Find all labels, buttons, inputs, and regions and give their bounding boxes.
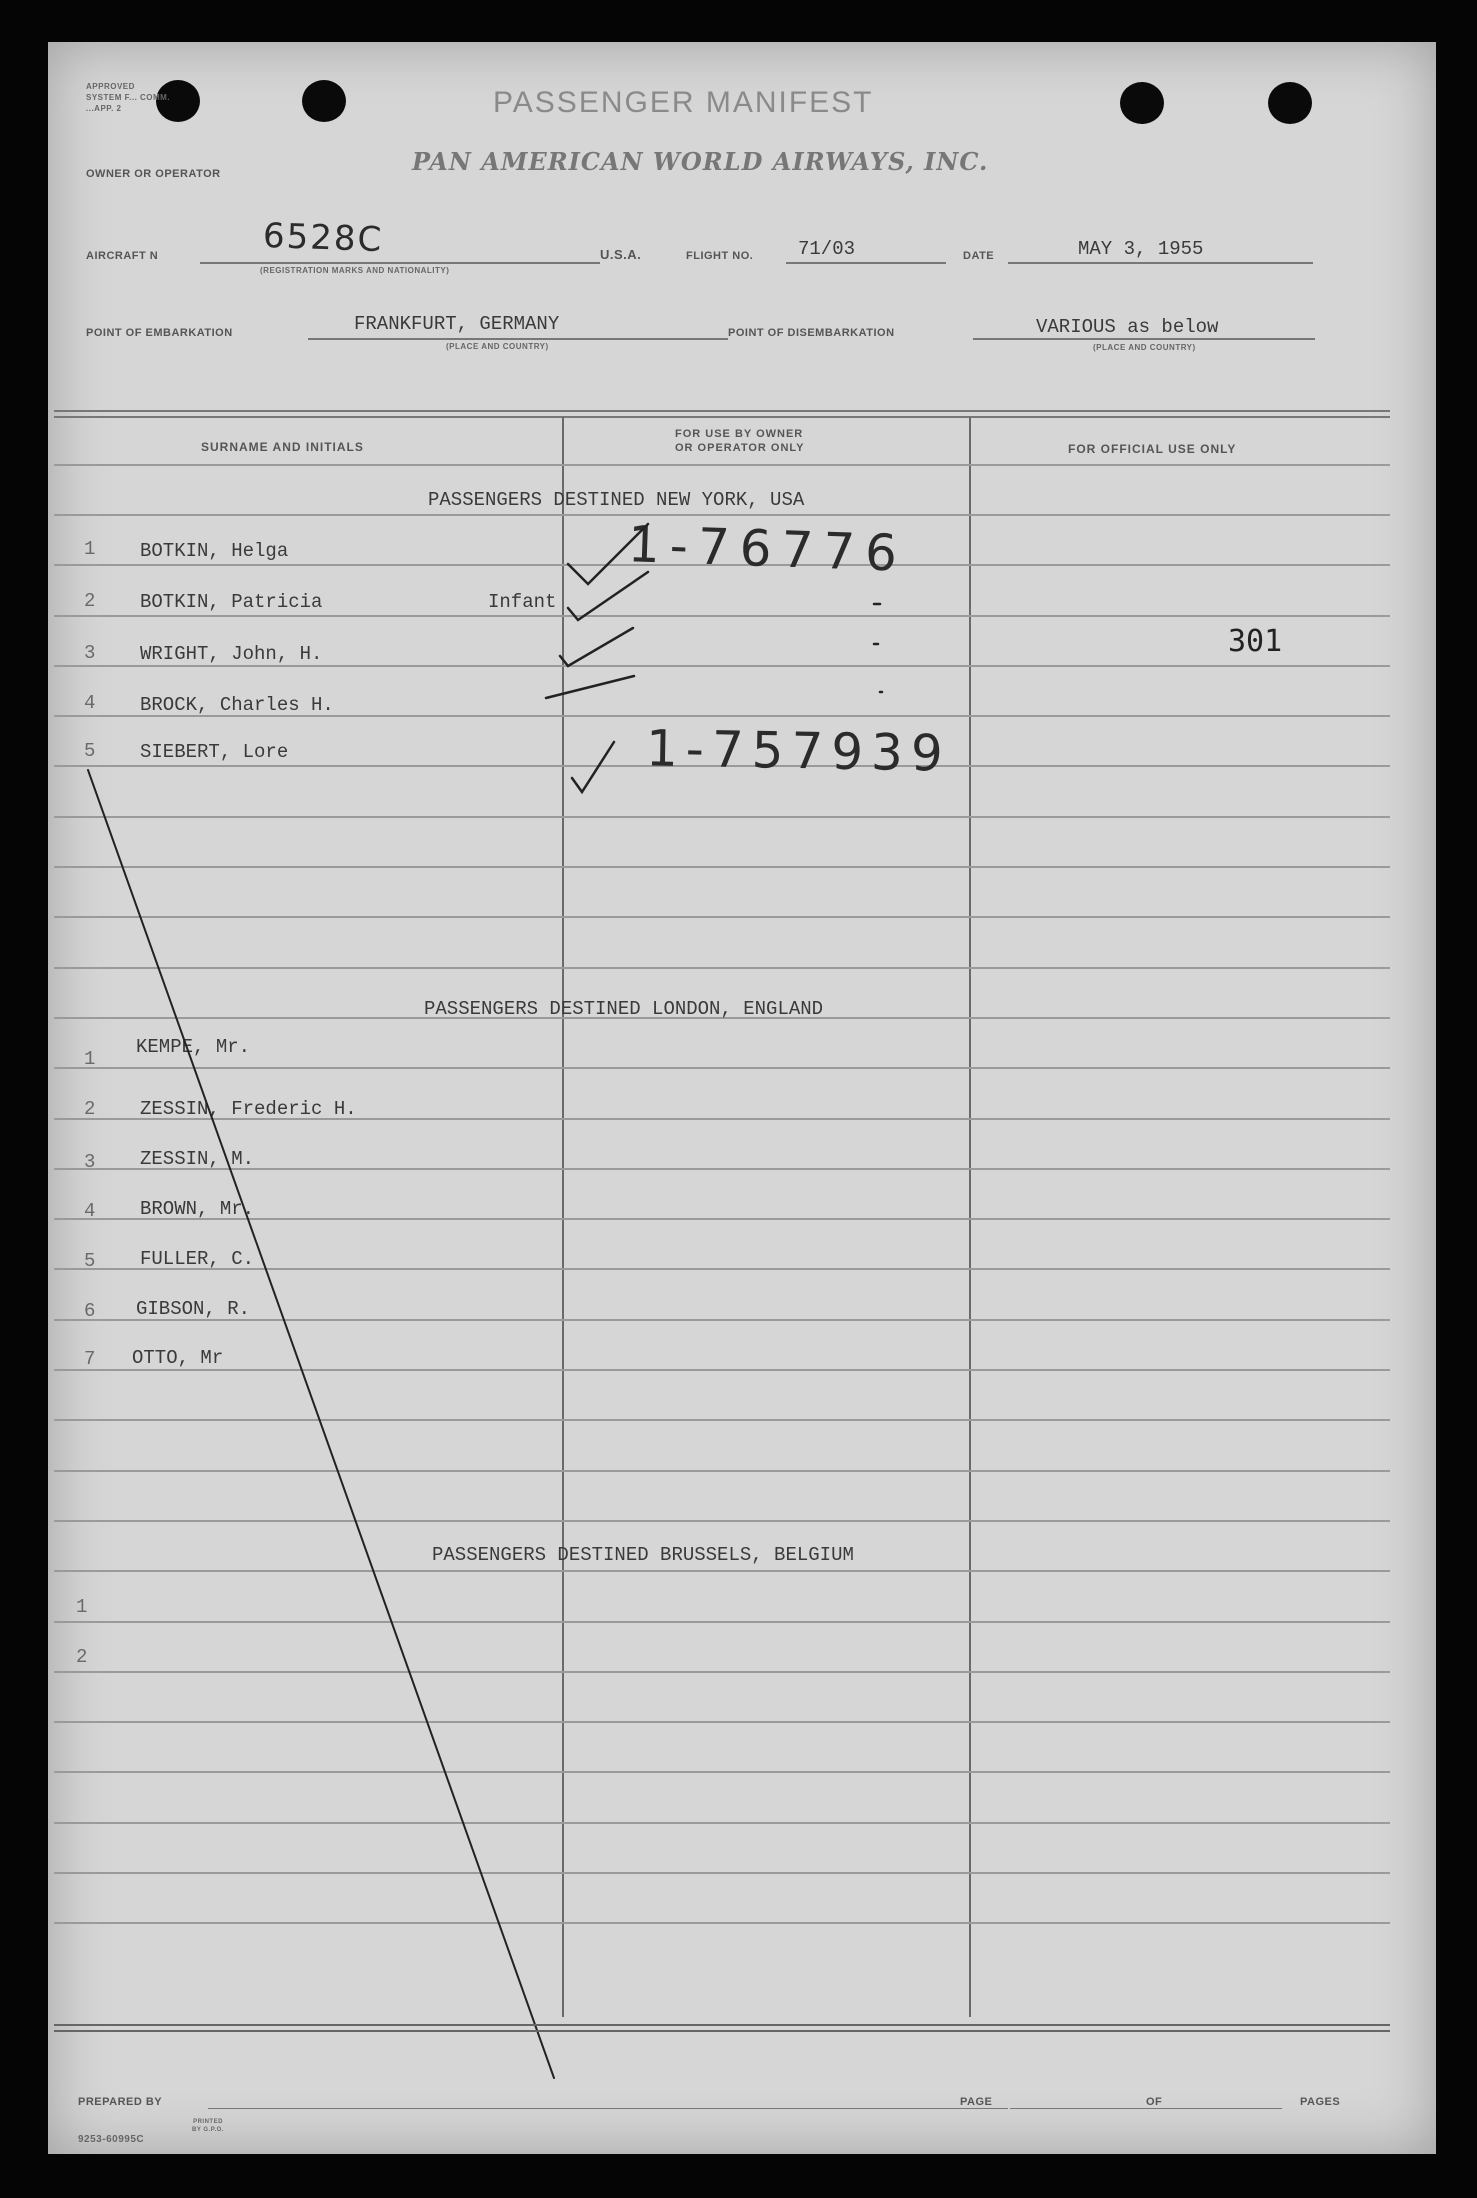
nationality: U.S.A. (600, 247, 642, 262)
row-number: 2 (84, 1098, 96, 1120)
passenger-name: BROWN, Mr. (140, 1198, 255, 1220)
footer-rule (54, 2030, 1390, 2032)
aircraft-note: (REGISTRATION MARKS AND NATIONALITY) (260, 266, 450, 275)
passenger-name: BOTKIN, Helga (140, 540, 289, 562)
section-heading-london: PASSENGERS DESTINED LONDON, ENGLAND (424, 998, 824, 1020)
row-number: 5 (84, 1250, 96, 1272)
column-owner-use-1: FOR USE BY OWNER (675, 428, 804, 440)
passenger-name: KEMPE, Mr. (136, 1036, 251, 1058)
printer-mark: PRINTED BY G.P.O. (192, 2119, 224, 2133)
ticket-number: 1-76776 (627, 515, 908, 583)
row-number: 4 (84, 692, 96, 714)
owner-label: OWNER OR OPERATOR (86, 168, 221, 180)
row-number: 1 (76, 1596, 88, 1618)
of-label: OF (1146, 2096, 1163, 2108)
page-underline (1010, 2108, 1190, 2109)
approval-line-1: APPROVED (86, 82, 135, 91)
passenger-name: BROCK, Charles H. (140, 694, 334, 716)
aircraft-value: 6528C (262, 215, 384, 261)
prepared-underline (208, 2108, 1008, 2109)
row-number: 5 (84, 740, 96, 762)
manifest-document (48, 42, 1436, 2154)
row-number: 1 (84, 1048, 96, 1070)
passenger-name: WRIGHT, John, H. (140, 643, 323, 665)
disembark-note: (PLACE AND COUNTRY) (1093, 343, 1196, 352)
prepared-label: PREPARED BY (78, 2096, 163, 2108)
passenger-name: GIBSON, R. (136, 1298, 251, 1320)
disembark-label: POINT OF DISEMBARKATION (728, 327, 895, 339)
embark-label: POINT OF EMBARKATION (86, 327, 233, 339)
section-heading-brussels: PASSENGERS DESTINED BRUSSELS, BELGIUM (432, 1544, 854, 1566)
owner-value: PAN AMERICAN WORLD AIRWAYS, INC. (412, 147, 989, 176)
column-official-use: FOR OFFICIAL USE ONLY (1068, 442, 1237, 456)
row-number: 3 (84, 642, 96, 664)
handwritten-marks (48, 42, 1436, 2154)
embark-note: (PLACE AND COUNTRY) (446, 342, 549, 351)
row-number: 2 (76, 1646, 88, 1668)
approval-line-2: SYSTEM F... COMM. (86, 93, 171, 102)
row-number: 3 (84, 1151, 96, 1173)
form-title: PASSENGER MANIFEST (493, 86, 874, 119)
flight-label: FLIGHT NO. (686, 250, 754, 262)
column-owner-use-2: OR OPERATOR ONLY (675, 442, 805, 454)
of-underline (1172, 2108, 1282, 2109)
passenger-name: ZESSIN, M. (140, 1148, 255, 1170)
aircraft-label: AIRCRAFT N (86, 250, 159, 262)
page-label: PAGE (960, 2096, 993, 2108)
date-value: MAY 3, 1955 (1078, 238, 1204, 260)
row-number: 7 (84, 1348, 96, 1370)
row-number: 6 (84, 1300, 96, 1322)
approval-line-3: ...APP. 2 (86, 104, 122, 113)
ticket-number: 1-757939 (645, 719, 952, 783)
passenger-name: BOTKIN, Patricia (140, 591, 323, 613)
pages-label: PAGES (1300, 2096, 1341, 2108)
footer-rule (54, 2024, 1390, 2026)
passenger-name: SIEBERT, Lore (140, 741, 289, 763)
disembark-value: VARIOUS as below (1036, 316, 1219, 338)
embark-value: FRANKFURT, GERMANY (354, 313, 560, 335)
passenger-name: ZESSIN, Frederic H. (140, 1098, 357, 1120)
section-heading-new-york: PASSENGERS DESTINED NEW YORK, USA (428, 489, 805, 511)
passenger-name: FULLER, C. (140, 1248, 255, 1270)
row-number: 2 (84, 590, 96, 612)
date-label: DATE (963, 250, 995, 262)
flight-value: 71/03 (798, 238, 856, 260)
passenger-name: OTTO, Mr (132, 1347, 224, 1369)
column-surname: SURNAME AND INITIALS (201, 440, 364, 454)
row-number: 4 (84, 1200, 96, 1222)
official-stamp: 301 (1228, 624, 1283, 659)
row-number: 1 (84, 538, 96, 560)
form-number: 9253-60995C (78, 2134, 145, 2145)
passenger-note: Infant (488, 591, 557, 613)
